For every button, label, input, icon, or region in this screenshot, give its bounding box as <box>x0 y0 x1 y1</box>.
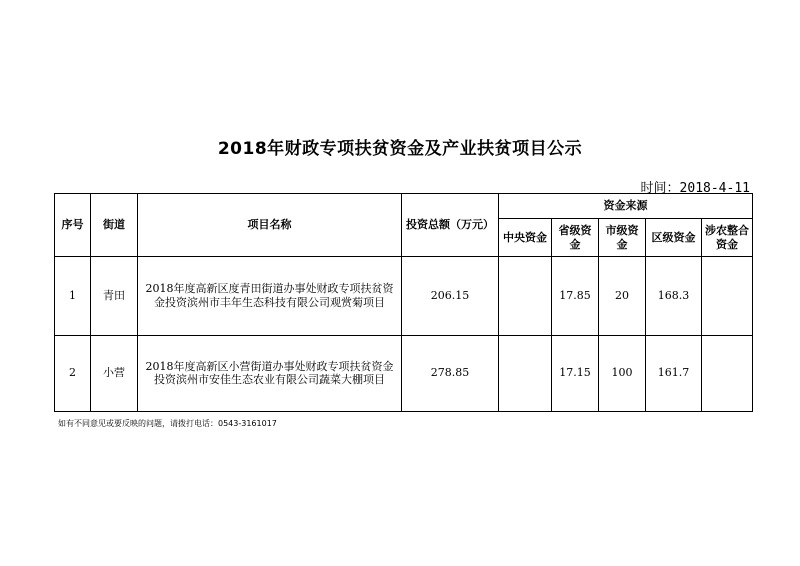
page-title: 2018年财政专项扶贫资金及产业扶贫项目公示 <box>217 139 583 159</box>
cell-district-fund: 161.7 <box>646 335 702 412</box>
cell-agri-integrated-fund <box>702 335 753 412</box>
cell-district-fund: 168.3 <box>646 257 702 336</box>
cell-provincial-fund: 17.15 <box>552 335 599 412</box>
cell-agri-integrated-fund <box>702 257 753 336</box>
cell-central-fund <box>499 335 552 412</box>
header-seq: 序号 <box>55 194 91 257</box>
cell-street: 青田 <box>91 257 138 336</box>
header-project-name: 项目名称 <box>138 194 402 257</box>
cell-seq: 2 <box>55 335 91 412</box>
cell-municipal-fund: 100 <box>599 335 646 412</box>
header-fund-source: 资金来源 <box>499 194 753 219</box>
project-table <box>54 193 753 412</box>
cell-total-investment: 206.15 <box>402 257 499 336</box>
header-district-fund: 区级资金 <box>646 219 702 257</box>
cell-seq: 1 <box>55 257 91 336</box>
header-provincial-fund: 省级资金 <box>552 219 599 257</box>
header-central-fund: 中央资金 <box>499 219 552 257</box>
table-row <box>55 335 753 412</box>
cell-total-investment: 278.85 <box>402 335 499 412</box>
header-street: 街道 <box>91 194 138 257</box>
cell-municipal-fund: 20 <box>599 257 646 336</box>
cell-street: 小营 <box>91 335 138 412</box>
cell-project-name: 2018年度高新区度青田街道办事处财政专项扶贫资金投资滨州市丰年生态科技有限公司观赏菊项目 <box>138 257 402 336</box>
header-municipal-fund: 市级资金 <box>599 219 646 257</box>
header-total-investment: 投资总额（万元） <box>402 194 499 257</box>
table-row <box>55 257 753 336</box>
publish-date: 时间：2018-4-11 <box>640 181 750 196</box>
contact-footnote: 如有不同意见或要反映的问题，请拨打电话：0543-3161017 <box>58 419 277 428</box>
cell-central-fund <box>499 257 552 336</box>
cell-provincial-fund: 17.85 <box>552 257 599 336</box>
cell-project-name: 2018年度高新区小营街道办事处财政专项扶贫资金投资滨州市安佳生态农业有限公司蔬菜大棚项目 <box>138 335 402 412</box>
header-agri-integrated-fund: 涉农整合资金 <box>702 219 753 257</box>
